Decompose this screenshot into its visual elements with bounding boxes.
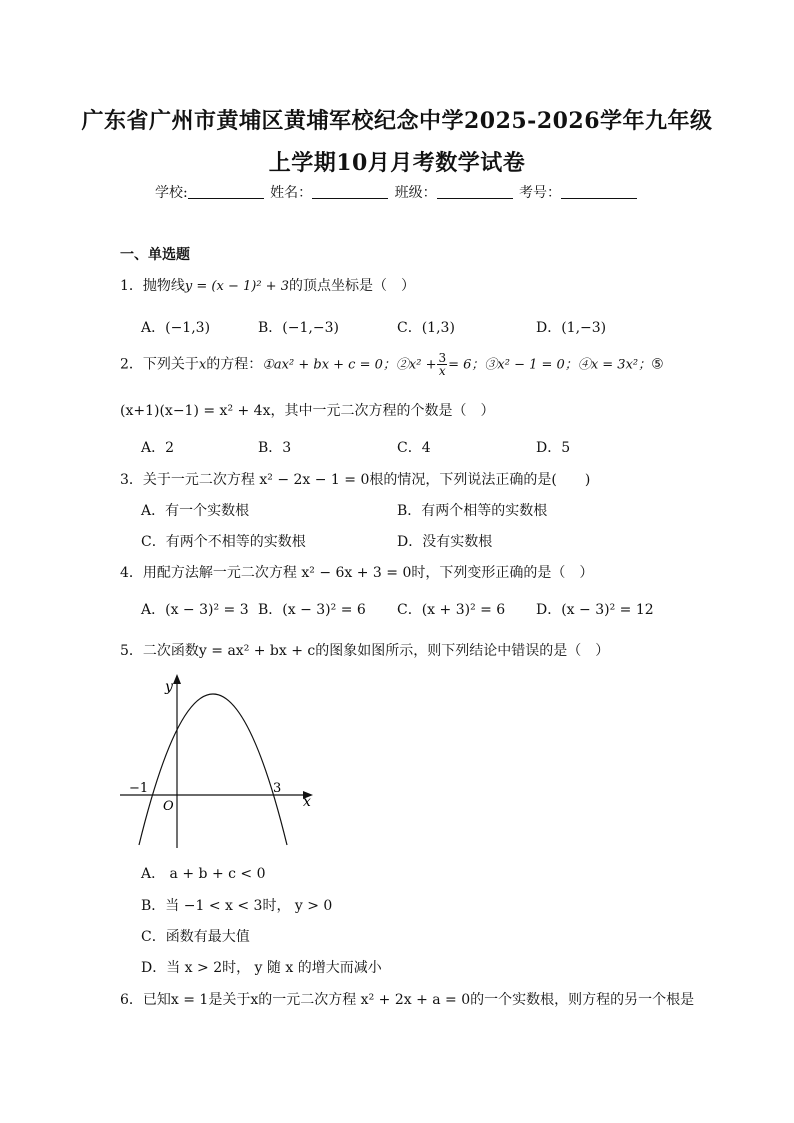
q5-option-a[interactable]: A． a + b + c < 0 [141,866,266,882]
exam-title-line2: 上学期10月月考数学试卷 [268,150,526,176]
number-blank[interactable] [561,184,637,199]
q2-var: x [198,357,207,373]
q3-option-a[interactable]: A．有一个实数根 [141,503,250,519]
class-label: 班级： [394,185,437,201]
q2-option-c[interactable]: C．4 [397,440,431,456]
y-axis-arrow-icon [173,674,181,684]
question-5: 5．二次函数y = ax² + bx + c的图象如图所示，则下列结论中错误的是（ ） [120,643,610,659]
student-info-line [0,182,794,202]
school-blank[interactable] [188,184,264,199]
parabola-curve [139,694,287,845]
q2-eq1: ①ax² + bx + c = 0； [262,357,396,373]
q2-fraction-num: 3 [438,351,447,365]
q2-eq5-label: ⑤ [651,356,664,373]
q1-post: 的顶点坐标是（ ） [288,278,415,294]
q2-eq3: ③x² − 1 = 0； [484,357,578,373]
exam-title-line1: 广东省广州市黄埔区黄埔军校纪念中学2025-2026学年九年级 [81,108,713,134]
y-axis-label: y [165,679,173,695]
q1-option-a[interactable]: A．(−1,3) [141,320,211,336]
origin-label: O [163,799,174,814]
number-label: 考号： [519,185,562,201]
q2-mid: 的方程： [206,356,263,373]
q2-eq2-post: = 6； [448,357,485,373]
left-root-label: −1 [129,781,149,796]
q2-line2: (x+1)(x−1) = x² + 4x，其中一元二次方程的个数是（ ） [120,403,495,419]
q2-fraction [437,352,447,377]
question-1 [120,275,415,295]
q3-option-c[interactable]: C．有两个不相等的实数根 [141,534,306,550]
school-label: 学校: [154,185,188,201]
q4-option-d[interactable]: D．(x − 3)² = 12 [536,602,654,618]
name-label: 姓名： [270,185,313,201]
q4-option-a[interactable]: A．(x − 3)² = 3 [141,602,249,618]
q1-option-c[interactable]: C．(1,3) [397,320,455,336]
section-heading: 一、单选题 [120,247,190,263]
q2-pre: 2．下列关于 [120,356,199,373]
q5-option-c[interactable]: C．函数有最大值 [141,929,250,945]
q5-option-d[interactable]: D．当 x > 2时， y 随 x 的增大而减小 [141,960,382,976]
q3-option-b[interactable]: B．有两个相等的实数根 [397,503,548,519]
q1-option-b[interactable]: B．(−1,−3) [258,320,339,336]
q2-eq4: ④x = 3x²； [577,357,652,373]
q1-pre: 1．抛物线 [120,278,185,294]
question-4: 4．用配方法解一元二次方程 x² − 6x + 3 = 0时，下列变形正确的是（ ） [120,565,594,581]
question-3: 3．关于一元二次方程 x² − 2x − 1 = 0根的情况，下列说法正确的是( ) [120,472,591,488]
q2-option-a[interactable]: A．2 [141,440,175,456]
class-blank[interactable] [437,184,513,199]
right-root-label: 3 [273,781,282,796]
question-2 [120,352,664,377]
x-axis-label: x [303,794,311,810]
q1-option-d[interactable]: D．(1,−3) [536,320,607,336]
q4-option-b[interactable]: B．(x − 3)² = 6 [258,602,366,618]
question-6: 6．已知x = 1是关于x的一元二次方程 x² + 2x + a = 0的一个实数根，则方程的另一个根是 [120,992,695,1008]
q5-option-b[interactable]: B．当 −1 < x < 3时， y > 0 [141,898,333,914]
q1-expr: y = (x − 1)² + 3 [184,279,289,294]
q2-fraction-den: x [438,364,446,378]
parabola-graph [115,668,325,850]
q3-option-d[interactable]: D．没有实数根 [397,534,493,550]
name-blank[interactable] [312,184,388,199]
q4-option-c[interactable]: C．(x + 3)² = 6 [397,602,506,618]
q2-option-d[interactable]: D．5 [536,440,571,456]
q2-option-b[interactable]: B．3 [258,440,292,456]
q2-eq2-pre: ②x² + [395,357,437,373]
